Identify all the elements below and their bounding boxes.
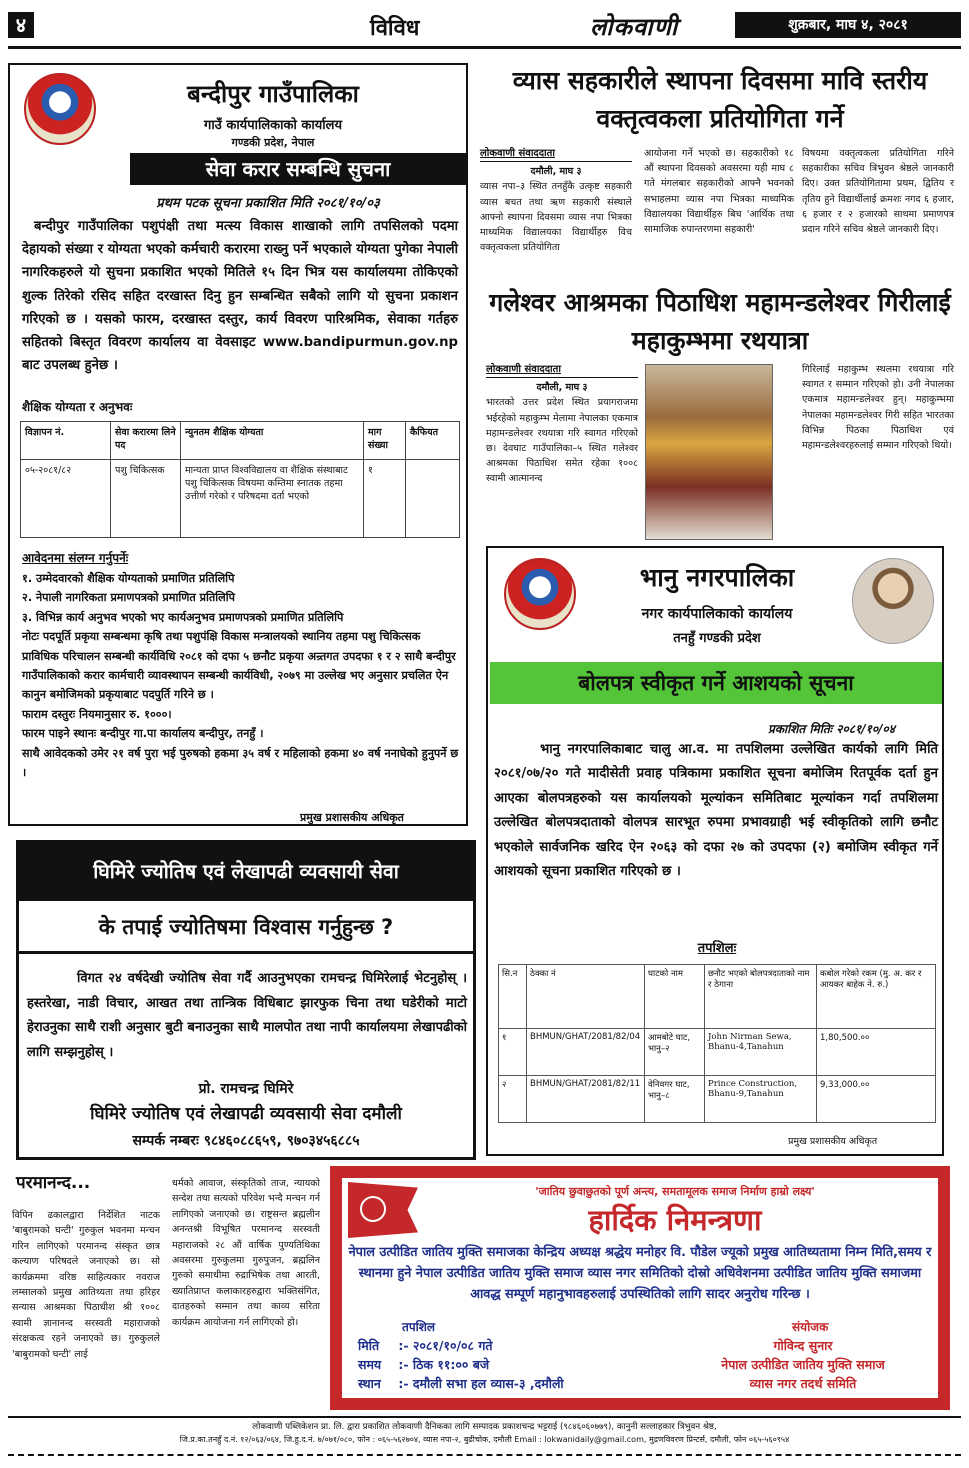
- ghimire-advertisement: [16, 840, 476, 1160]
- ghimire-organization: घिमिरे ज्योतिष एवं लेखापढी व्यवसायी सेवा दमौली: [90, 1104, 402, 1124]
- paramananda-headline: परमानन्द...: [16, 1173, 91, 1193]
- table-row: [499, 1029, 936, 1076]
- bhanu-banner: बोलपत्र स्वीकृत गर्ने आशयको सूचना: [490, 662, 942, 704]
- schedule-row: स्थान :- दमौली सभा हल व्यास-३ ,दमौली: [358, 1376, 564, 1391]
- table-header: न्युनतम शैक्षिक योग्यता: [181, 422, 364, 460]
- bandipur-title: बन्दीपुर गाउँपालिका: [187, 80, 359, 108]
- schedule-key: स्थान: [358, 1376, 381, 1391]
- galeshwar-headline: गलेश्वर आश्रमका पिठाधिश महामन्डलेश्वर गिरीलाई महाकुम्भमा रथयात्रा: [489, 288, 951, 355]
- bhanu-office: नगर कार्यपालिकाको कार्यालय: [641, 606, 793, 622]
- vyas-column-1: [480, 146, 632, 255]
- invitation-panel: [342, 1178, 938, 1398]
- list-item: फारम पाइने स्थानः बन्दीपुर गा.पा कार्यालय बन्दीपुर, तनहुँ ।: [22, 727, 264, 741]
- chariot-procession-photo: [645, 364, 773, 540]
- table-header: कैफियत: [406, 422, 460, 460]
- invitation-title: हार्दिक निमन्त्रणा: [588, 1203, 762, 1237]
- bandipur-province: गण्डकी प्रदेश, नेपाल: [231, 136, 315, 149]
- ghimire-rule: [19, 951, 473, 954]
- table-cell: वेनिवगर घाट, भानु–८: [645, 1076, 705, 1123]
- schedule-key: समय: [358, 1357, 382, 1372]
- list-item: नोटः पदपूर्ति प्रकृया सम्बन्धमा कृषि तथा पशुपंक्षि विकास मन्त्रालयको स्थानिय तहमा पशु चिकित्सक प्राविधिक परिचालन सम्बन्धी कार्यविधि २०८१ को दफा ५ छनौट प्रकृया अन्र्तगत उपदफा १ र २ साथै बन्दीपुर गाउँपालिकाको करार कार्मचारी व्यावस्थापन सम्बन्धी कार्यविधी, २०७९ मा उल्लेख भए अनुसार प्रचलित ऐन कानुन बमोजिमको प्रकृयाबाट पदपुर्ति गरिने छ ।: [22, 630, 456, 702]
- bandipur-signature: प्रमुख प्रशासकीय अधिकृत: [300, 811, 404, 824]
- footer-publisher-line: लोकवाणी पब्लिकेशन प्रा. लि. द्वारा प्रकाशित लोकवाणी दैनिकका लागि सम्पादक प्रकाशचन्द्र भट्टराई (९८४६०६०७७९), कानुनी सल्लाहकार त्रिभुवन श्रेष्ठ,: [252, 1422, 717, 1432]
- table-cell: [406, 460, 460, 538]
- footer-contact-line: जि.प्र.का.तनहुँ द.नं. १२/०६३/०६४, जि.हु.द.नं. ७/०७१/०८०, फोन : ०६५-५६२७०४, व्यास नपा-२, बुढीचोक, दमौली Email : lokwanidaily@gmail.com, मुद्रणविवरण प्रिन्टर्स, दमौली, फोन ०६५-५६०९५४: [179, 1435, 790, 1444]
- vyas-column-3: विषयमा वक्तृत्वकला प्रतियोगिता गरिने सहकारीका सचिव त्रिभुवन श्रेष्ठले जानकारी दिए। उक्त प्रतियोगितामा प्रथम, द्वितिय र तृतिय हुने विद्यार्थीलाई क्रमशः नगद ६ हजार, ६ हजार र २ हजारको साथमा प्रमाणपत्र प्रदान गरिने सचिव श्रेष्ठले जानकारी दिए।: [802, 148, 954, 236]
- table-cell: १: [499, 1029, 527, 1076]
- bhanu-body: भानु नगरपालिकाबाट चालु आ.व. मा तपशिलमा उल्लेखित कार्यको लागि मिति २०८१/०७/२० गते मादीसेती प्रवाह पत्रिकामा प्रकाशित सूचना बमोजिम रितपूर्वक दर्ता हुन आएका बोलपत्रहरुको यस कार्यालयको मूल्यांकन समितिबाट मूल्यांकन गर्दा तपशिलमा उल्लेखित बोलपत्रदाताको वोलपत्र सारभूत रुपमा प्रभावग्राही भई स्वीकृतिको लागि छनौट भएकोले सार्वजनिक खरिद ऐन २०६३ को दफा २७ को उपदफा (२) बमोजिम स्वीकृत गर्ने आशयको सूचना प्रकाशित गरिएको छ ।: [494, 742, 938, 880]
- table-header: छनौट भएको बोलपत्रदाताको नाम र ठेगाना: [705, 965, 817, 1029]
- table-cell: BHMUN/GHAT/2081/82/04: [527, 1029, 645, 1076]
- footer-dashed-rule: [8, 1454, 961, 1456]
- issue-date: शुक्रबार, माघ ४, २०८१: [735, 12, 961, 38]
- table-cell: ०५-२०८१/८२: [21, 460, 111, 538]
- invitation-slogan: 'जातिय छुवाछुतको पूर्ण अन्त्य, समतामूलक समाज निर्माण हाम्रो लक्ष्य': [535, 1185, 815, 1198]
- galeshwar-column-1: [486, 362, 638, 487]
- bhanu-province: तनहुँ गण्डकी प्रदेश: [673, 631, 761, 646]
- organizer-line: गोविन्द सुनार: [773, 1338, 833, 1353]
- bhanu-published-date: प्रकाशित मितिः २०८१/१०/०४: [768, 722, 895, 736]
- table-cell: मान्यता प्राप्त विश्वविद्यालय वा शैक्षिक संस्थाबाट पशु चिकित्सक विषयमा कम्तिमा स्नातक तहमा उत्तीर्ण गरेको र परिषदमा दर्ता भएको: [181, 460, 364, 538]
- header-rule: [8, 46, 961, 49]
- table-cell: १: [364, 460, 406, 538]
- dateline-place: दमौली, माघ ३: [530, 166, 582, 178]
- bhanu-table: [498, 964, 936, 1123]
- bhanu-notice: [486, 546, 944, 1156]
- table-header: घाटको नाम: [645, 965, 705, 1029]
- list-item: फाराम दस्तुरः नियमानुसार रु. १०००।: [22, 707, 172, 721]
- bandipur-notice: [8, 63, 468, 826]
- ghimire-phone: सम्पर्क नम्बरः ९८४६०८८६५९, ९७०३४५६८८५: [132, 1133, 360, 1149]
- article-text: व्यास नपा–३ स्थित तनहुँकै उत्कृष्ट सहकारी व्यास बचत तथा ऋण सहकारी संस्थाले आफ्नो स्थापना दिवसमा व्यास नपा भित्रका माध्यमिक विद्यालयका विद्यार्थीहरु विच वक्तृत्वकला प्रतियोगिता: [480, 181, 632, 254]
- dateline-place: दमौली, माघ ३: [536, 382, 588, 394]
- vyas-column-2: आयोजना गर्ने भएको छ। सहकारीको १८ औं स्थापना दिवसको अवसरमा यही माघ ८ गते मंगलबार सहकारीको आफ्नै भवनको सभाहलमा व्यास नपा भित्रका माध्यमिक विद्यालयका विद्यार्थीहरु बिच 'आर्थिक तथा सामाजिक रुपान्तरणमा सहकारी': [644, 148, 794, 236]
- article-text: भारतको उत्तर प्रदेश स्थित प्रयागराजमा भईरहेको महाकुम्भ मेलामा नेपालका एकमात्र महामन्डलेश्वर रथयात्रा गरि स्वागत गरिएको छ। देवघाट गाउँपालिका–५ स्थित गलेश्वर आश्रमका पिठाधिश समेत रहेका १००८ स्वामी आत्मानन्द: [486, 397, 638, 485]
- masthead-logo: लोकवाणी: [590, 13, 679, 41]
- table-header: विज्ञापन नं.: [21, 422, 111, 460]
- invitation-organizer: [672, 1336, 934, 1393]
- footer-rule: [8, 1416, 961, 1418]
- bandipur-body: बन्दीपुर गाउँपालिका पशुपंक्षी तथा मत्स्य विकास शाखाको लागि तपसिलको पदमा देहायको संख्या र योग्यता भएको कर्मचारी करारमा राख्नु पर्ने भएकाले योग्यता पुगेका नेपाली नागरिकहरुले यो सुचना प्रकाशित भएको मितिले १५ दिन भित्र यस कार्यालयमा तोकिएको शुल्क तिरेको रसिद सहित दरखास्त दिनु हुन सम्बन्धित सबैको लागि यो सुचना प्रकाशन गरिएको छ । यसको फारम, दरखास्त दस्तुर, कार्य विवरण पारिश्रमिक, सेवाका गर्तहरु सहितको बिस्तृत विवरण कार्यालय वा वेवसाइट www.bandipurmun.gov.np बाट उपलब्ध हुनेछ ।: [22, 219, 458, 374]
- vyas-headline: व्यास सहकारीले स्थापना दिवसमा मावि स्तरीय वक्तृत्वकला प्रतियोगिता गर्ने: [512, 66, 928, 133]
- table-header: कबोल गरेको रकम (मु. अ. कर र आयकर बाहेक ने. रु.): [817, 965, 936, 1029]
- table-cell: 9,33,000.००: [817, 1076, 936, 1123]
- table-cell: पशु चिकित्सक: [111, 460, 181, 538]
- table-cell: Prince Construction, Bhanu-9,Tanahun: [705, 1076, 817, 1123]
- bandipur-office: गाउँ कार्यपालिकाको कार्यालय: [204, 118, 342, 133]
- table-row: [499, 1076, 936, 1123]
- bhanu-signature: प्रमुख प्रशासकीय अधिकृत: [788, 1136, 878, 1147]
- galeshwar-column-3: गिरिलाई महाकुम्भ स्थलमा रथयात्रा गरि स्वागत र सम्मान गरिएको हो। उनी नेपालका एकमात्र महामन्डलेश्वर हुन्। महाकुम्भमा नेपालका महामन्डलेश्वर गिरी सहित भारतका विभिन्न पिठका पिठाधिश एवं महामन्डलेश्वरहरुलाई सम्मान गरिएको थियो।: [802, 364, 954, 452]
- list-item: साथै आवेदकको उमेर २१ वर्ष पुरा भई पुरुषको हकमा ३५ वर्ष र महिलाको हकमा ४० वर्ष ननाघेको हुनुपर्ने छ ।: [22, 746, 459, 780]
- schedule-row: समय :- ठिक ११:०० बजे: [358, 1357, 490, 1372]
- bhanu-title: भानु नगरपालिका: [639, 563, 795, 592]
- list-item: ३. विभिन्न कार्य अनुभव भएको भए कार्यअनुभव प्रमाणपत्रको प्रमाणित प्रतिलिपि: [22, 610, 344, 624]
- organizer-line: नेपाल उत्पीडित जातिय मुक्ति समाज: [721, 1357, 885, 1372]
- ghimire-question: के तपाई ज्योतिषमा विश्वास गर्नुहुन्छ ?: [98, 915, 394, 939]
- schedule-key: मिति: [358, 1338, 380, 1353]
- table-cell: २: [499, 1076, 527, 1123]
- invitation-body: नेपाल उत्पीडित जातिय मुक्ति समाजका केन्द्रिय अध्यक्ष श्रद्धेय मनोहर वि. पौडेल ज्यूको प्रमुख आतिथ्यतामा निम्न मिति,समय र स्थानमा हुने नेपाल उत्पीडित जातिय मुक्ति समाज व्यास नगर समितिको दोस्रो अधिवेशनमा उत्पीडित जातिय मुक्ति समाजमा आवद्ध सम्पूर्ण महानुभावहरुलाई उपस्थितिको लागि सादर अनुरोध गरिन्छ ।: [348, 1245, 932, 1302]
- schedule-value: २०८१/१०/०८ गते: [412, 1338, 493, 1353]
- invitation-schedule-heading: तपशिल: [402, 1320, 436, 1334]
- bandipur-banner: सेवा करार सम्बन्धि सुचना: [130, 153, 466, 185]
- ghimire-body: विगत २४ वर्षदेखी ज्योतिष सेवा गर्दै आउनुभएका रामचन्द्र घिमिरेलाई भेटनुहोस् । हस्तरेखा, नाडी विचार, आखत तथा तान्त्रिक विधिबाट झारफुक चिना तथा घडेरीको माटो हेराउनुका साथै राशी अनुसार बुटी बनाउनुका साथै मालपोत तथा नापी कार्यालयमा लेखापढीको लागि सम्झनुहोस् ।: [27, 971, 467, 1060]
- table-header: माग संख्या: [364, 422, 406, 460]
- list-item: २. नेपाली नागरिकता प्रमाणपत्रको प्रमाणित प्रतिलिपि: [22, 591, 235, 605]
- byline: लोकवाणी संवाददाता: [480, 146, 632, 162]
- bhanu-table-heading: तपशिलः: [697, 941, 737, 956]
- bandipur-attach-heading: आवेदनमा संलग्न गर्नुपर्नेः: [22, 551, 129, 565]
- paramananda-column-2: धर्मको आवाज, संस्कृतिको ताज, न्यायको सन्देश तथा सत्यको परिवेश भन्दै मन्चन गर्न लागिएको जनाएको छ। राष्ट्रसन्त ब्रह्मलीन अनन्तश्री विभूषित परमानन्द सरस्वती महाराजको २८ औं वार्षिक पुण्यतिथिका अवसरमा गुरुकुलमा गुरुपुजन, ब्रह्मलिन गुरुको समाधीमा रुद्राभिषेक तथा आरती, ख्यातिप्राप्त कलाकारहरुद्वारा भक्तिसंगित, दातहरुको सम्मान तथा काव्य सरिता कार्यक्रम आयोजना गर्न लागिएको हो।: [172, 1178, 320, 1328]
- invitation-organizer-heading: संयोजक: [792, 1320, 829, 1334]
- section-title: विविध: [370, 16, 420, 41]
- organizer-line: व्यास नगर तदर्थ समिति: [749, 1376, 857, 1391]
- paramananda-column-1: विपिन ढकालद्वारा निर्देशित नाटक 'बाबुरामको घन्टी' गुरुकुल भवनमा मन्चन गरिन लागिएको परमानन्द संस्कृत छात्र कल्याण परिषदले जनाएको छ। सो कार्यक्रममा वरिष्ठ साहित्यकार नवराज लम्सालको प्रमुख आतिथ्यता तथा हरिहर सन्यास आश्रमका पिठाधीश श्री १००८ स्वामी ज्ञानानन्द सरस्वती महाराजको संरक्षकत्व रहने जनाएको छ। गुरुकुलले 'बाबुरामको घन्टी' लाई: [12, 1210, 160, 1360]
- table-cell: BHMUN/GHAT/2081/82/11: [527, 1076, 645, 1123]
- schedule-value: दमौली सभा हल व्यास-३ ,दमौली: [412, 1376, 564, 1391]
- ghimire-name: प्रो. रामचन्द्र घिमिरे: [198, 1081, 294, 1097]
- invitation-advertisement: [330, 1166, 950, 1410]
- table-cell: 1,80,500.००: [817, 1029, 936, 1076]
- table-cell: आमबोटे घाट, भानु–२: [645, 1029, 705, 1076]
- invitation-schedule: [358, 1336, 564, 1393]
- table-row: [21, 460, 460, 538]
- table-header: सि.न: [499, 965, 527, 1029]
- bandipur-published-date: प्रथम पटक सूचना प्रकाशित मिति २०८१/१०/०३: [156, 196, 380, 211]
- table-cell: John Nirman Sewa, Bhanu-4,Tanahun: [705, 1029, 817, 1076]
- list-item: १. उम्मेदवारको शैक्षिक योग्यताको प्रमाणित प्रतिलिपि: [22, 572, 235, 585]
- table-header: ठेक्का नं: [527, 965, 645, 1029]
- page-number: ४: [8, 12, 34, 38]
- bandipur-edu-heading: शैक्षिक योग्यता र अनुभवः: [22, 400, 133, 414]
- flag-emblem-icon: [360, 1196, 386, 1222]
- table-header: सेवा करारमा लिने पद: [111, 422, 181, 460]
- bandipur-requirements-list: [22, 569, 460, 782]
- schedule-row: मिति :- २०८१/१०/०८ गते: [358, 1338, 493, 1353]
- byline: लोकवाणी संवाददाता: [486, 362, 638, 378]
- schedule-value: ठिक ११:०० बजे: [412, 1357, 490, 1372]
- bandipur-table: [20, 421, 460, 538]
- ghimire-banner: घिमिरे ज्योतिष एवं लेखापढी व्यवसायी सेवा: [19, 843, 473, 901]
